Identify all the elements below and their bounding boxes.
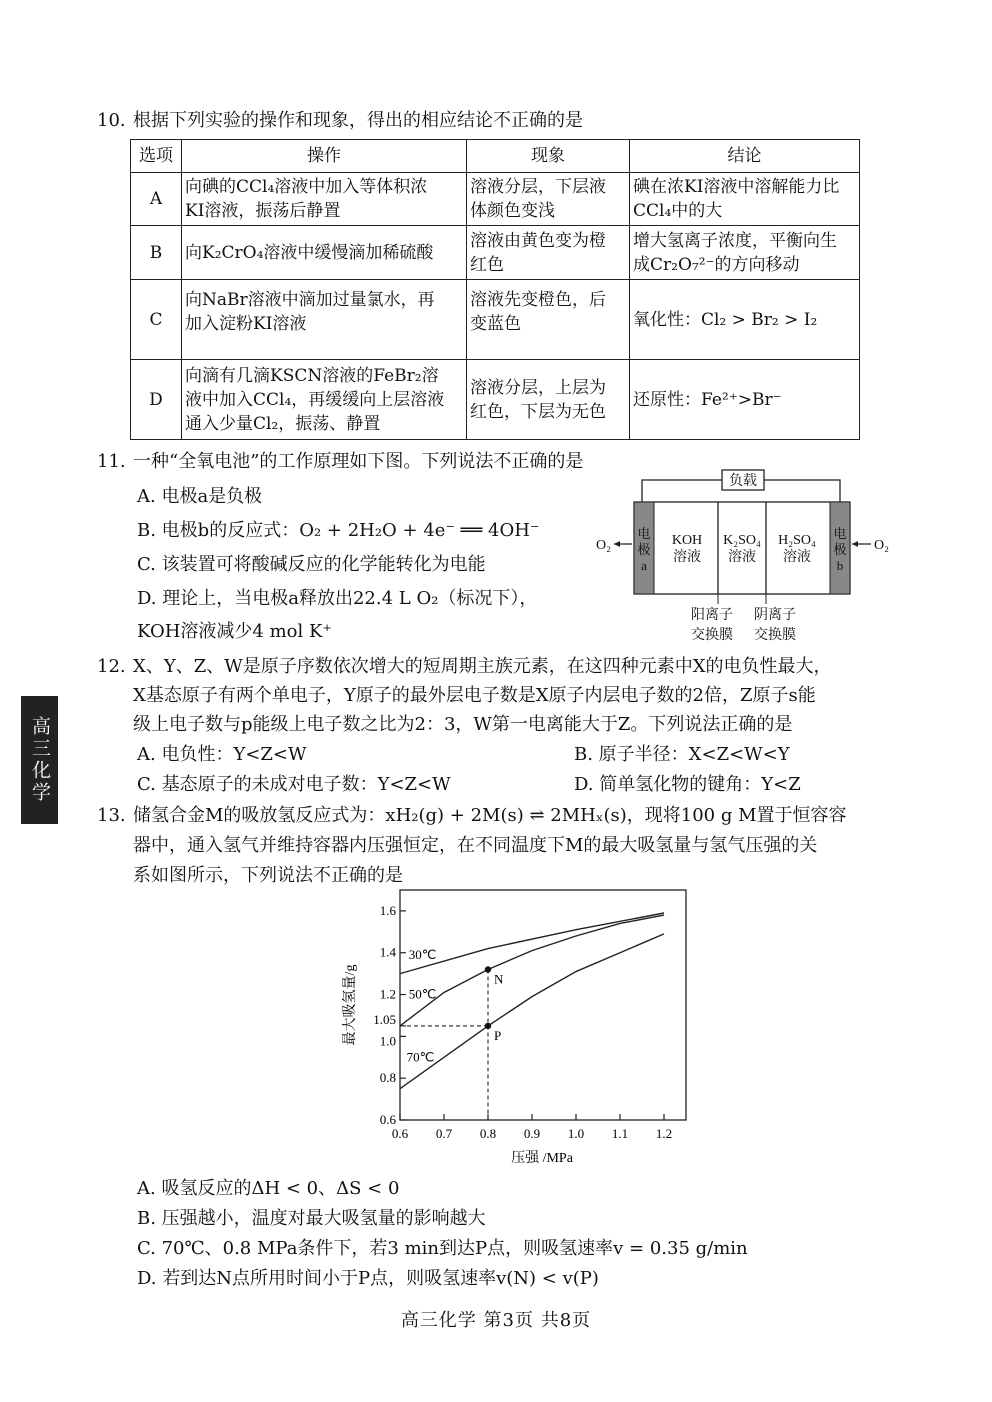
membrane2-label: 交换膜 — [754, 628, 796, 643]
q13-option-b: B. 压强越小，温度对最大吸氢量的影响越大 — [137, 1208, 486, 1229]
membrane2-label: 阴离子 — [754, 608, 796, 623]
point-label: P — [494, 1027, 502, 1043]
curves — [400, 913, 664, 1089]
row-conclusion: 碘在浓KI溶液中溶解能力比 CCl₄中的大 — [630, 173, 860, 226]
header-phenomenon: 现象 — [467, 140, 630, 173]
x-tick-label: 0.7 — [435, 1126, 453, 1141]
q11-option-c: C. 该装置可将酸碱反应的化学能转化为电能 — [137, 554, 486, 575]
table-row — [131, 226, 860, 280]
left-wire — [642, 480, 722, 502]
x-tick-label: 1.2 — [655, 1126, 673, 1141]
x-axis-label: 压强 /MPa — [511, 1151, 573, 1166]
q11-option-b: B. 电极b的反应式：O₂ + 2H₂O + 4e⁻ ══ 4OH⁻ — [137, 520, 540, 541]
membrane1-label: 交换膜 — [691, 628, 733, 643]
y-tick-label: 1.05 — [373, 1011, 396, 1027]
row-option: D — [131, 360, 182, 440]
row-option: C — [131, 280, 182, 360]
table-row — [131, 280, 860, 360]
q13-option-c: C. 70℃、0.8 MPa条件下，若3 min到达P点，则吸氢速率v = 0.35 g/min — [137, 1238, 748, 1259]
electrode-b-label: 电 — [833, 526, 847, 541]
plot-frame — [400, 890, 686, 1120]
q11-battery-diagram — [592, 464, 904, 650]
q12-option-a: A. 电负性：Y<Z<W — [137, 744, 307, 765]
row-operation: 向K₂CrO₄溶液中缓慢滴加稀硫酸 — [182, 226, 467, 280]
q11-stem: 11. 一种“全氧电池”的工作原理如下图。下列说法不正确的是 — [97, 451, 584, 472]
q12-stem-line3: 级上电子数与p能级上电子数之比为2：3，W第一电离能大于Z。下列说法正确的是 — [133, 714, 793, 735]
electrode-a-label: 电 — [637, 526, 651, 541]
page-footer: 高三化学 第3页 共8页 — [400, 1310, 592, 1331]
h2so4-label: 溶液 — [783, 550, 811, 565]
row-phenomenon: 溶液由黄色变为橙 红色 — [467, 226, 630, 280]
q13-stem-line3: 系如图所示，下列说法不正确的是 — [133, 865, 403, 886]
table-row — [131, 173, 860, 226]
point-p — [485, 1023, 491, 1029]
y-axis — [373, 903, 406, 1127]
electrode-b-label: b — [836, 558, 844, 573]
side-tab: 高三化学 — [21, 696, 58, 824]
q13-option-a: A. 吸氢反应的ΔH < 0、ΔS < 0 — [137, 1178, 400, 1199]
y-tick-label: 0.6 — [379, 1112, 396, 1127]
row-conclusion: 氧化性：Cl₂ > Br₂ > I₂ — [630, 280, 860, 360]
x-tick-label: 1.0 — [567, 1126, 585, 1141]
y-tick-label: 1.0 — [379, 1033, 396, 1049]
k2so4-label: K₂SO₄ — [723, 533, 761, 548]
x-tick-label: 1.1 — [611, 1126, 629, 1141]
x-tick-label: 0.8 — [479, 1126, 497, 1141]
o2-right-label: O₂ — [874, 538, 889, 553]
right-wire — [764, 480, 840, 502]
y-axis-label: 最大吸氢量/g — [343, 964, 358, 1046]
cell-box — [634, 502, 850, 594]
q10-table — [130, 139, 860, 440]
o2-right-arrowhead — [852, 541, 858, 547]
row-conclusion: 还原性：Fe²⁺>Br⁻ — [630, 360, 860, 440]
series-label: 50℃ — [408, 986, 437, 1002]
row-phenomenon: 溶液分层，上层为 红色，下层为无色 — [467, 360, 630, 440]
y-tick-label: 1.2 — [379, 986, 396, 1002]
electrode-a-label: a — [641, 558, 647, 573]
row-conclusion: 增大氢离子浓度，平衡向生 成Cr₂O₇²⁻的方向移动 — [630, 226, 860, 280]
header-operation: 操作 — [182, 140, 467, 173]
series-line — [400, 934, 664, 1089]
header-option: 选项 — [131, 140, 182, 173]
y-tick-label: 0.8 — [379, 1070, 396, 1086]
header-conclusion: 结论 — [630, 140, 860, 173]
q12-stem-line2: X基态原子有两个单电子，Y原子的最外层电子数是X原子内层电子数的2倍，Z原子s能 — [133, 685, 816, 706]
q12-option-b: B. 原子半径：X<Z<W<Y — [574, 744, 790, 765]
koh-label: 溶液 — [673, 550, 701, 565]
series-label: 30℃ — [408, 947, 437, 962]
y-tick-label: 1.6 — [379, 902, 396, 918]
row-option: B — [131, 226, 182, 280]
row-phenomenon: 溶液先变橙色，后 变蓝色 — [467, 280, 630, 360]
membrane1-label: 阳离子 — [691, 608, 733, 623]
point-label: N — [494, 971, 504, 987]
row-operation: 向碘的CCl₄溶液中加入等体积浓 KI溶液，振荡后静置 — [182, 173, 467, 226]
q11-option-d: D. 理论上，当电极a释放出22.4 L O₂（标况下）， — [137, 588, 538, 609]
q12-stem-line1: 12. X、Y、Z、W是原子序数依次增大的短周期主族元素，在这四种元素中X的电负性最大， — [97, 656, 832, 677]
q13-stem-line2: 器中，通入氢气并维持容器内压强恒定，在不同温度下M的最大吸氢量与氢气压强的关 — [133, 835, 818, 856]
x-tick-label: 0.9 — [523, 1126, 541, 1141]
series-line — [400, 915, 664, 1026]
o2-left-label: O₂ — [596, 538, 611, 553]
table-row — [131, 360, 860, 440]
q13-chart — [330, 880, 700, 1170]
k2so4-label: 溶液 — [728, 550, 756, 565]
x-tick-label: 0.6 — [391, 1126, 409, 1141]
x-axis — [392, 1114, 672, 1141]
h2so4-label: H₂SO₄ — [778, 533, 816, 548]
load-label: 负载 — [729, 474, 757, 489]
q12-option-c: C. 基态原子的未成对电子数：Y<Z<W — [137, 774, 451, 795]
series-label: 70℃ — [406, 1049, 435, 1065]
q10-stem: 10. 根据下列实验的操作和现象，得出的相应结论不正确的是 — [97, 110, 583, 131]
point-n — [485, 966, 491, 972]
electrode-a-label: 极 — [637, 542, 651, 557]
o2-left-arrowhead — [614, 541, 620, 547]
row-operation: 向NaBr溶液中滴加过量氯水，再 加入淀粉KI溶液 — [182, 280, 467, 360]
q12-option-d: D. 简单氢化物的键角：Y<Z — [574, 774, 801, 795]
row-operation: 向滴有几滴KSCN溶液的FeBr₂溶 液中加入CCl₄，再缓缓向上层溶液 通入少量Cl₂，振荡、静置 — [182, 360, 467, 440]
q11-option-a: A. 电极a是负极 — [137, 486, 263, 507]
electrode-b-label: 极 — [833, 542, 847, 557]
table-header-row — [131, 140, 860, 173]
q11-option-d-cont: KOH溶液减少4 mol K⁺ — [137, 621, 332, 642]
row-option: A — [131, 173, 182, 226]
row-phenomenon: 溶液分层，下层液 体颜色变浅 — [467, 173, 630, 226]
y-tick-label: 1.4 — [379, 944, 396, 960]
koh-label: KOH — [671, 533, 703, 548]
q13-option-d: D. 若到达N点所用时间小于P点，则吸氢速率v(N) < v(P) — [137, 1268, 599, 1289]
q13-stem-line1: 13. 储氢合金M的吸放氢反应式为：xH₂(g) + 2M(s) ⇌ 2MHₓ(s)，现将100 g M置于恒容容 — [97, 805, 847, 826]
